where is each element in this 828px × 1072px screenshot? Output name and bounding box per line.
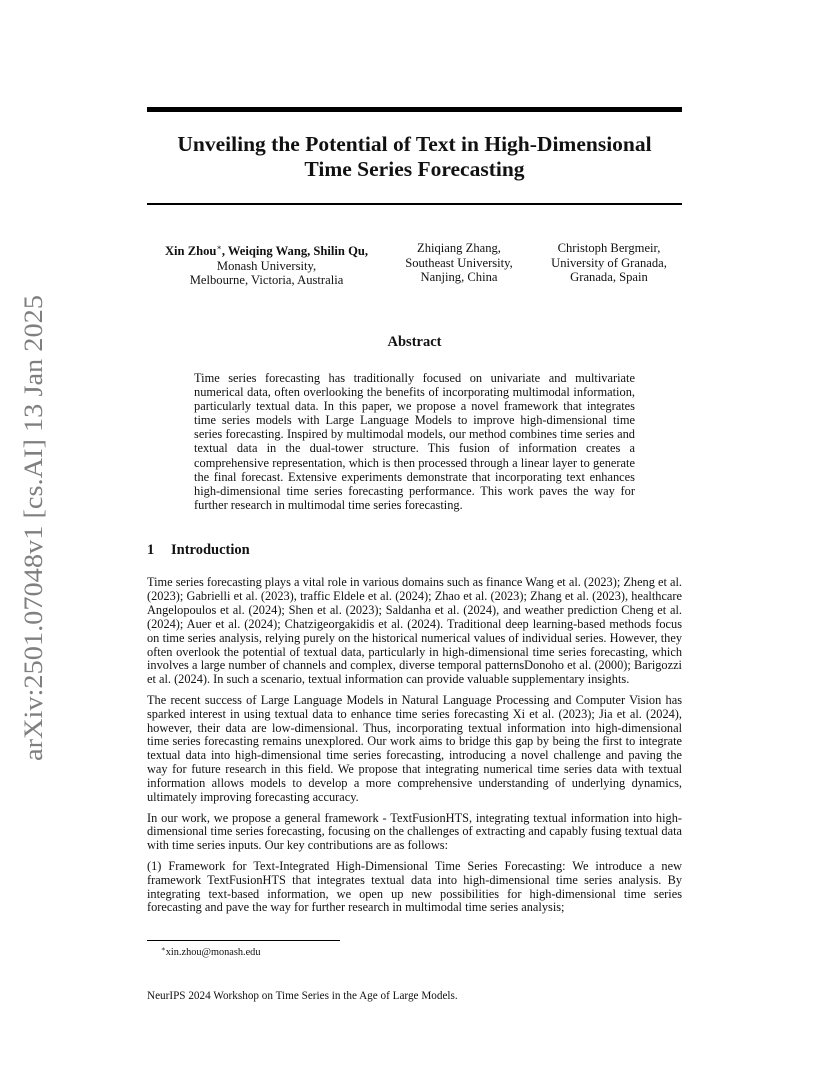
section-number: 1 — [147, 542, 155, 558]
author-block-monash — [148, 241, 385, 288]
abstract-text: Time series forecasting has traditionally focused on univariate and multivariate numerical data, often overlooking the benefits of incorporating multimodal information, particularly textual data. In this paper, we propose a novel framework that integrates time series models with Large Language Models to improve high-dimensional time series forecasting. Inspired by multimodal models, our method combines time series and textual data in the dual-tower structure. This fusion of information creates a comprehensive representation, which is then processed through a linear layer to generate the final forecast. Extensive experiments demonstrate that incorporating text enhances high-dimensional time series forecasting performance. This work paves the way for further research in multimodal time series forecasting. — [194, 371, 635, 512]
paragraph: Time series forecasting plays a vital role in various domains such as finance Wang et al. (2023); Zheng et al. (2023); Gabrielli et al. (2023), traffic Eldele et al. (2024); Zhao et al. (2023); Zhang et al. (2023), healthcare Angelopoulos et al. (2024); Shen et al. (2023); Saldanha et al. (2024), and weather prediction Cheng et al. (2024); Auer et al. (2024); Chatzigeorgakidis et al. (2024). Traditional deep learning-based methods focus on time series analysis, relying purely on the historical numerical values of individual series. However, they often overlook the potential of textual data, particularly in high-dimensional time series forecasting, which involves a large number of channels and complex, diverse temporal patternsDonoho et al. (2000); Barigozzi et al. (2024). In such a scenario, textual information can provide valuable supplementary insights. — [147, 575, 682, 687]
footnote-email[interactable]: xin.zhou@monash.edu — [165, 947, 261, 958]
section-title: Introduction — [171, 542, 250, 558]
abstract-heading: Abstract — [387, 334, 442, 350]
author-name: Christoph Bergmeir, — [557, 241, 661, 255]
author-name: Zhiqiang Zhang, — [417, 241, 501, 255]
title-line-2: Time Series Forecasting — [304, 157, 525, 181]
section-heading — [147, 542, 250, 559]
footnote-marker[interactable]: ∗ — [216, 243, 222, 252]
footnote-mark: ∗ — [161, 945, 166, 953]
paper-title — [147, 132, 682, 182]
title-bottom-rule — [147, 203, 682, 205]
author-affiliation: Monash University, — [216, 258, 317, 273]
arxiv-id: arXiv:2501.07048v1 [cs.AI] 13 Jan 2025 — [19, 333, 48, 761]
author-block-southeast — [395, 241, 523, 285]
author-location: Nanjing, China — [420, 270, 498, 284]
author-affiliation: Southeast University, — [405, 255, 513, 270]
footnote-rule — [147, 940, 340, 941]
author-names — [148, 241, 385, 259]
venue-note: NeurIPS 2024 Workshop on Time Series in the Age of Large Models. — [147, 990, 458, 1002]
paragraph: The recent success of Large Language Models in Natural Language Processing and Computer Vision has sparked interest in using textual data to enhance time series forecasting Xi et al. (2023); Jia et al. (2024), however, their data are low-dimensional. Thus, incorporating textual information into high-dimensional time series forecasting remains unexplored. Our work aims to bridge this gap by being the first to integrate textual data into high-dimensional time series forecasting, introducing a novel challenge and paving the way for future research in this field. We propose that integrating numerical time series data with textual information allows models to develop a more comprehensive understanding of underlying dynamics, ultimately improving forecasting accuracy. — [147, 692, 682, 805]
paragraph: In our work, we propose a general framework - TextFusionHTS, integrating textual information into high-dimensional time series forecasting, focusing on the challenges of extracting and capably fusing textual data with time series inputs. Our key contributions are as follows: — [147, 810, 682, 853]
title-top-rule — [147, 107, 682, 112]
author-location: Melbourne, Victoria, Australia — [189, 273, 344, 287]
author-rest: , Weiqing Wang, Shilin Qu, — [221, 244, 369, 258]
author-location: Granada, Spain — [570, 270, 648, 284]
author-first: Xin Zhou — [164, 244, 217, 258]
title-line-1: Unveiling the Potential of Text in High-Dimensional — [177, 132, 652, 156]
section-body — [147, 576, 682, 922]
author-affiliation: University of Granada, — [551, 255, 667, 270]
author-block-granada — [536, 241, 682, 285]
paragraph: (1) Framework for Text-Integrated High-Dimensional Time Series Forecasting: We introduce a new framework TextFusionHTS that integrates textual data into high-dimensional time series analysis. By integrating text-based information, we open up new possibilities for high-dimensional time series forecasting and pave the way for further research in multimodal time series analysis; — [147, 858, 682, 915]
arxiv-stamp — [20, 295, 48, 761]
footnote — [161, 945, 260, 958]
